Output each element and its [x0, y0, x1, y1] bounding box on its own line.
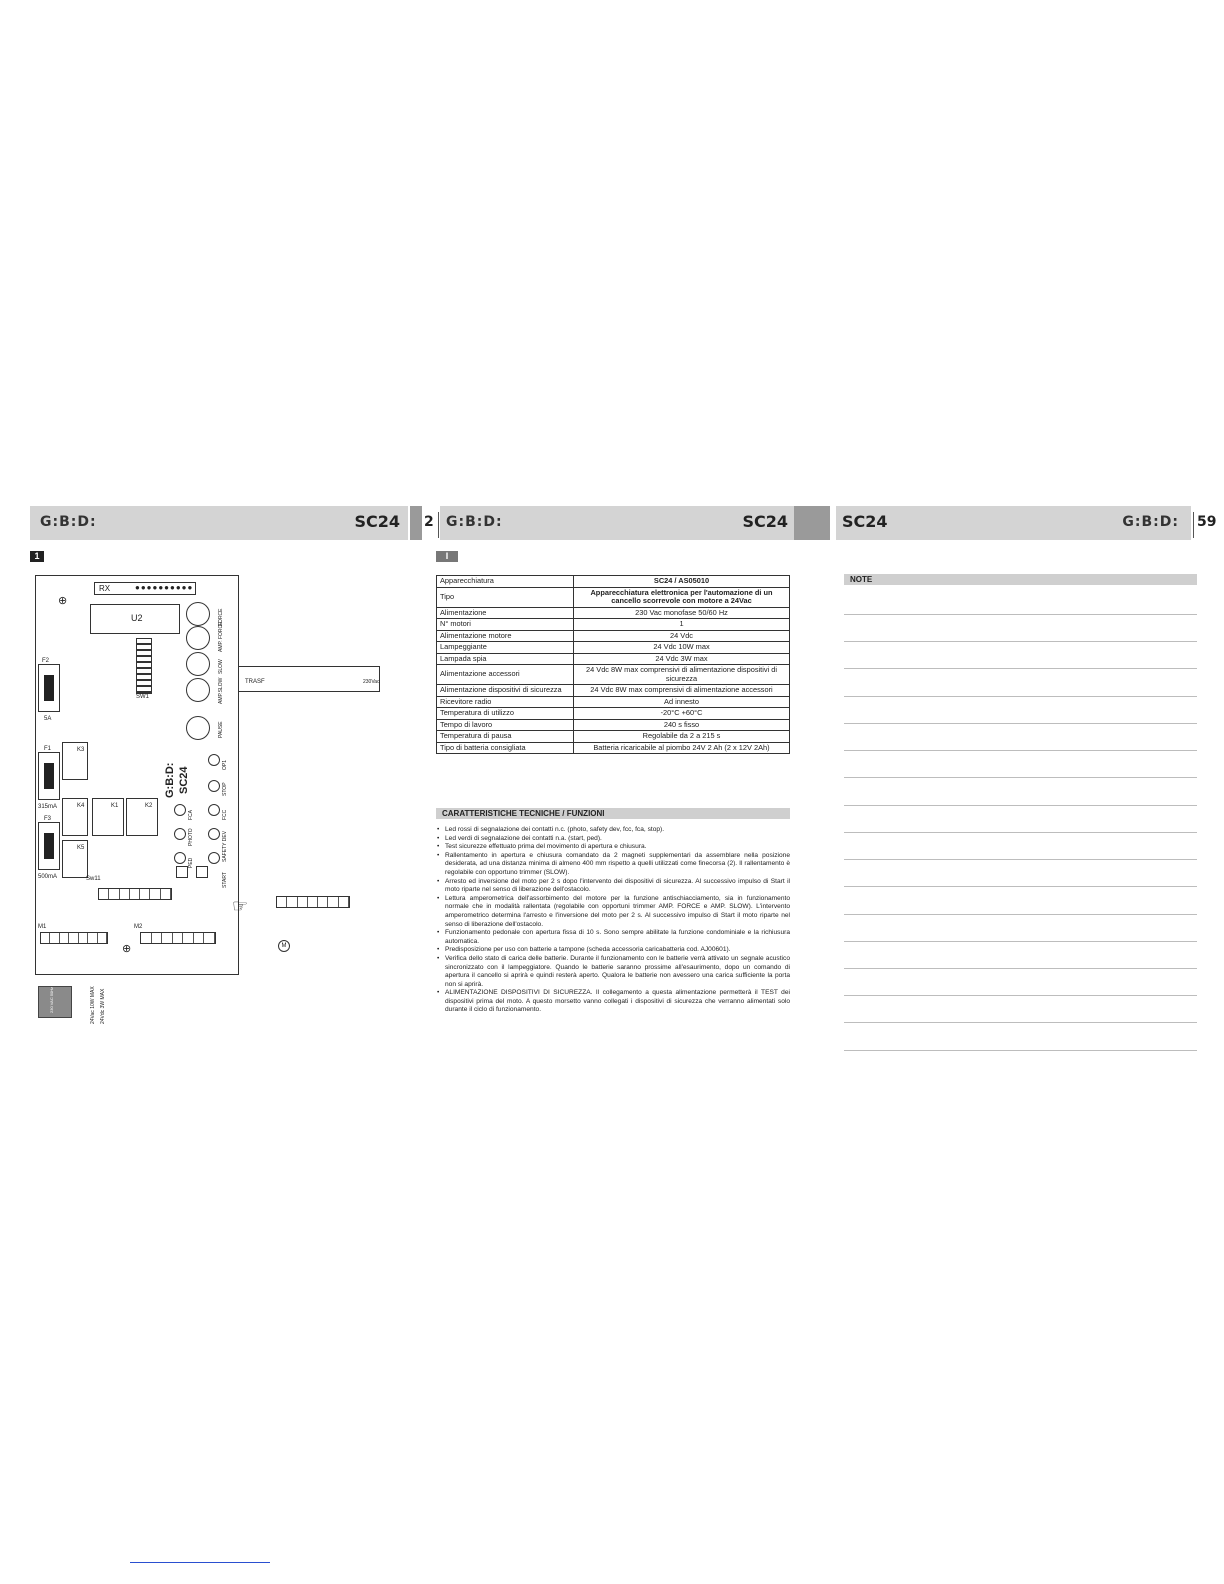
mains-box-label: 230 VAC 50Hz — [49, 986, 54, 1013]
led-label: OP1 — [222, 759, 228, 770]
rx-connector — [94, 582, 196, 595]
header-edge-left — [410, 506, 422, 540]
dip-switch — [136, 638, 152, 694]
fuse-f1-label: F1 — [44, 746, 52, 752]
u2-label: U2 — [131, 613, 143, 623]
relay: K2 — [126, 798, 158, 836]
mains-voltage-label: 230Vac — [363, 679, 380, 685]
header-divider — [438, 512, 439, 538]
list-item: • Lettura amperometrica dell'assorbimento del motore per la funzione antischiacciamento, sia in funzionamento normale che in modalità rallentata (regolabile con opportuni trimmer AMP. FORCE e AMP. SLOW). L'intervento amperometrico determina l'arresto e l'inversione del moto per 2 s. Al successivo impulso di Start il moto riparte nel senso di liberazione dell'ostacolo. — [436, 895, 790, 929]
note-line — [844, 886, 1197, 887]
table-row: N° motori 1 — [437, 619, 790, 631]
note-line — [844, 941, 1197, 942]
table-row: Alimentazione dispositivi di sicurezza 24 Vdc 8W max comprensivi di alimentazione accessori — [437, 685, 790, 697]
page-number: 59 — [1197, 514, 1217, 530]
relay: K3 — [62, 742, 88, 780]
led-label: SAFETY DEV — [222, 830, 228, 862]
note-line — [844, 750, 1197, 751]
brand-logo: G:B:D: — [1122, 514, 1179, 530]
header-bar-middle — [440, 506, 794, 540]
note-line — [844, 995, 1197, 996]
relay: K5 — [62, 840, 88, 878]
fuse-f3-value: 500mA — [38, 874, 58, 880]
trimmer-amp-force — [186, 626, 210, 650]
led-label: START — [222, 872, 228, 888]
trimmer-slow — [186, 652, 210, 676]
hand-pointer-icon: ☞ — [232, 896, 249, 916]
table-row: Alimentazione motore 24 Vdc — [437, 630, 790, 642]
note-line — [844, 914, 1197, 915]
mains-box — [38, 986, 72, 1018]
features-heading: CARATTERISTICHE TECNICHE / FUNZIONI — [436, 808, 790, 819]
brand-logo: G:B:D: — [40, 514, 97, 530]
list-item: • Predisposizione per uso con batterie a tampone (scheda accessoria caricabatteria cod. AJ00601). — [436, 946, 790, 955]
table-row: Apparecchiatura SC24 / AS05010 — [437, 576, 790, 588]
terminal-block-m3-small — [98, 888, 172, 900]
note-line — [844, 1022, 1197, 1023]
notes-heading: NOTE — [844, 574, 1197, 585]
rx-pins: ●●●●●●●●●● — [135, 583, 194, 592]
sw-label: Sw11 — [86, 876, 101, 882]
table-row: Lampeggiante 24 Vdc 10W max — [437, 642, 790, 654]
sw1-label: SW1 — [136, 694, 150, 700]
header-bar-right — [836, 506, 1191, 540]
led-indicator — [208, 754, 220, 766]
fuse-f1-value: 315mA — [38, 804, 58, 810]
table-row: Lampada spia 24 Vdc 3W max — [437, 653, 790, 665]
note-line — [844, 805, 1197, 806]
table-row: Ricevitore radio Ad innesto — [437, 696, 790, 708]
led-indicator — [208, 852, 220, 864]
list-item: • Led verdi di segnalazione dei contatti n.a. (start, ped). — [436, 835, 790, 844]
footer-link-underline — [130, 1562, 270, 1563]
table-row: Alimentazione 230 Vac monofase 50/60 Hz — [437, 607, 790, 619]
trimmer-pause — [186, 716, 210, 740]
trimmer-label: SLOW — [218, 659, 224, 674]
terminal-block-external — [276, 896, 350, 908]
transformer-diagram — [238, 666, 380, 692]
table-row: Tipo di batteria consigliata Batteria ricaricabile al piombo 24V 2 Ah (2 x 12V 2Ah) — [437, 742, 790, 754]
note-line — [844, 696, 1197, 697]
section-label: 1 — [30, 551, 44, 562]
note-line — [844, 832, 1197, 833]
led-label: PHOTO — [188, 828, 194, 846]
table-row: Tipo Apparecchiatura elettronica per l'automazione di un cancello scorrevole con motore a 24Vac — [437, 587, 790, 607]
note-line — [844, 859, 1197, 860]
header-bar-left — [30, 506, 408, 540]
led-indicator — [208, 804, 220, 816]
fuse-f2-label: F2 — [42, 658, 50, 664]
relay: K4 — [62, 798, 88, 836]
button — [176, 866, 188, 878]
trimmer-label: PAUSE — [218, 721, 224, 738]
fuse-f2 — [38, 664, 60, 712]
terminal-block-m1 — [40, 932, 108, 944]
brand-logo: G:B:D: — [446, 514, 503, 530]
led-label: STOP — [222, 782, 228, 796]
list-item: • ALIMENTAZIONE DISPOSITIVI DI SICUREZZA. Il collegamento a questa alimentazione permetterà il TEST dei dispositivi prima del moto. A questo morsetto vanno collegati i dispositivi di sicurezza che verranno alimentati solo durante il ciclo di funzionamento. — [436, 989, 790, 1015]
note-line — [844, 614, 1197, 615]
trimmer-label: FORCE — [218, 608, 224, 626]
led-label: PED — [188, 857, 194, 868]
led-label: FCC — [222, 809, 228, 820]
board-brand: G:B:D: — [164, 762, 176, 798]
list-item: • Led rossi di segnalazione dei contatti n.c. (photo, safety dev, fcc, fca, stop). — [436, 826, 790, 835]
lamp-label: 24Vac 10W MAX — [90, 986, 96, 1024]
note-line — [844, 668, 1197, 669]
relay: K1 — [92, 798, 124, 836]
trimmer-label: AMP. FORCE — [218, 621, 224, 652]
features-list — [436, 826, 790, 1015]
list-item: • Arresto ed inversione del moto per 2 s dopo l'intervento dei dispositivi di sicurezza. Al successivo impulso di Start il moto riparte nel senso di liberazione dell'ostacolo. — [436, 878, 790, 895]
fuse-f2-value: 5A — [44, 716, 52, 722]
table-row: Tempo di lavoro 240 s fisso — [437, 719, 790, 731]
fuse-f3-label: F3 — [44, 816, 52, 822]
u2-chip — [90, 604, 180, 634]
note-line — [844, 641, 1197, 642]
note-line — [844, 968, 1197, 969]
fuse-f1 — [38, 752, 60, 800]
led-indicator — [174, 852, 186, 864]
m2-label: M2 — [134, 924, 143, 930]
transformer-label: TRASF — [245, 679, 265, 685]
led-indicator — [174, 804, 186, 816]
model-title: SC24 — [354, 512, 400, 531]
fuse-f3 — [38, 822, 60, 870]
model-title: SC24 — [842, 512, 888, 531]
model-title: SC24 — [742, 512, 788, 531]
button — [196, 866, 208, 878]
header-edge-middle — [794, 506, 830, 540]
mount-hole-icon: ⊕ — [122, 943, 132, 955]
trimmer-force — [186, 602, 210, 626]
header-divider — [1193, 512, 1194, 538]
led-indicator — [174, 828, 186, 840]
note-line — [844, 777, 1197, 778]
section-label: I — [436, 551, 458, 562]
list-item: • Funzionamento pedonale con apertura fissa di 10 s. Sono sempre abilitate la funzione condominiale e la richiusura automatica. — [436, 929, 790, 946]
led-label: FCA — [188, 810, 194, 820]
trimmer-label: AMP.SLOW — [218, 677, 224, 704]
list-item: • Verifica dello stato di carica delle batterie. Durante il funzionamento con le batterie verrà attivato un segnale acustico sincronizzato con il lampeggiatore. Quando le batterie saranno prossime all'esaurimento, dopo un comando di apertura il cancello si aprirà e quindi resterà aperto. Qualora le batterie non avessero una carica sufficiente la porta non si aprirà. — [436, 955, 790, 989]
spec-table — [436, 575, 790, 754]
mount-hole-icon: ⊕ — [58, 595, 68, 607]
control-board-diagram — [35, 575, 239, 975]
led-indicator — [208, 780, 220, 792]
led-indicator — [208, 828, 220, 840]
table-row: Alimentazione accessori 24 Vdc 8W max comprensivi di alimentazione dispositivi di sicurezza — [437, 665, 790, 685]
terminal-block-m2 — [140, 932, 216, 944]
page-number: 2 — [424, 514, 434, 530]
list-item: • Rallentamento in apertura e chiusura comandato da 2 magneti supplementari da assemblare nella posizione desiderata, ad una distanza minima di almeno 400 mm rispetto a quelli utilizzati come finecorsa (2). Il rallentamento è regolabile con opportuno trimmer (SLOW). — [436, 852, 790, 878]
table-row: Temperatura di pausa Regolabile da 2 a 215 s — [437, 731, 790, 743]
motor-symbol-icon: M — [278, 940, 290, 952]
trimmer-amp-slow — [186, 678, 210, 702]
note-line — [844, 1050, 1197, 1051]
table-row: Temperatura di utilizzo -20°C +60°C — [437, 708, 790, 720]
accessories-label: 24Vdc 3W MAX — [100, 988, 106, 1024]
rx-label: RX — [99, 584, 111, 593]
list-item: • Test sicurezze effettuato prima del movimento di apertura e chiusura. — [436, 843, 790, 852]
board-model: SC24 — [178, 766, 190, 794]
note-line — [844, 723, 1197, 724]
m1-label: M1 — [38, 924, 47, 930]
